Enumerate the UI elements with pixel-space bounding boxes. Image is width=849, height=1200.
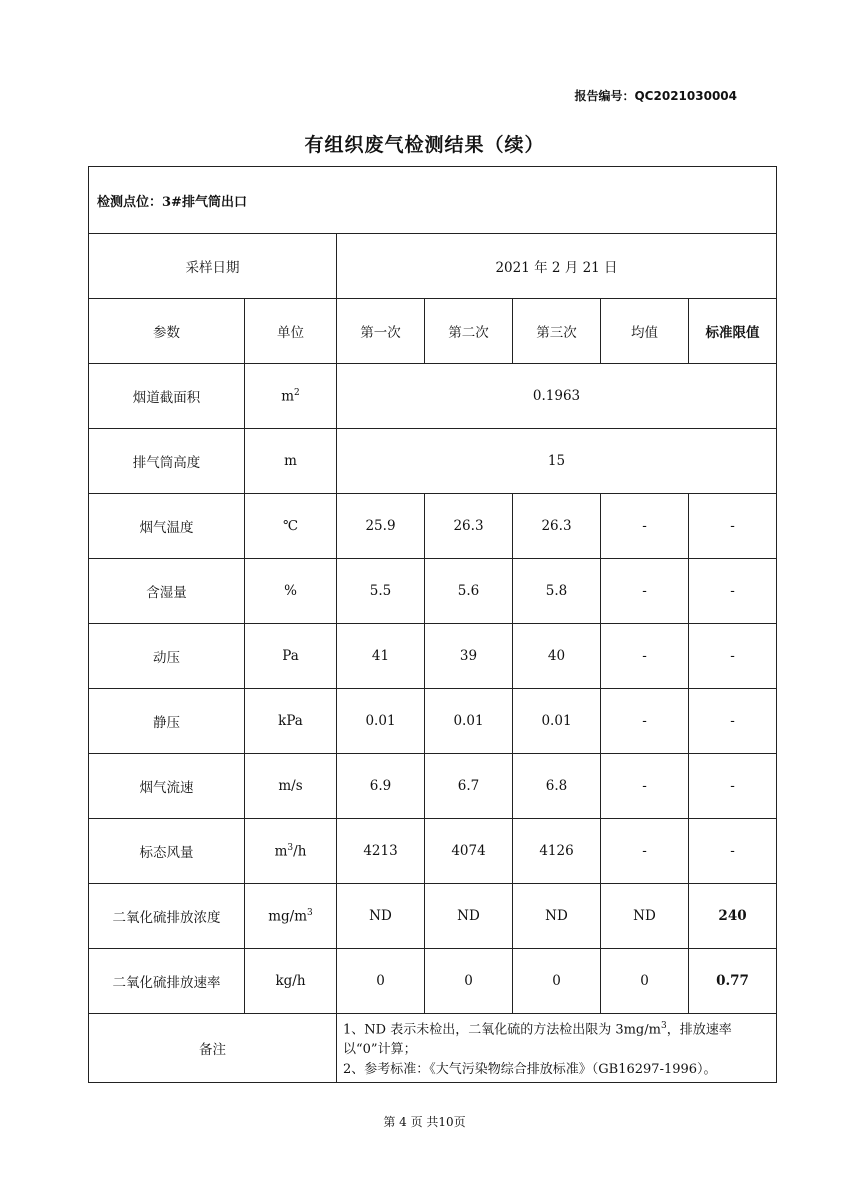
value-cell: 40: [513, 624, 601, 689]
date-row: [89, 234, 777, 299]
date-value: 2021 年 2 月 21 日: [337, 234, 777, 299]
unit-cell: ℃: [245, 494, 337, 559]
merged-value-cell: 15: [337, 429, 777, 494]
param-cell: 标态风量: [89, 819, 245, 884]
location-row: [89, 167, 777, 234]
value-cell: 6.7: [425, 754, 513, 819]
value-cell: ND: [425, 884, 513, 949]
value-cell: 25.9: [337, 494, 425, 559]
table-row: [89, 429, 777, 494]
value-cell: ND: [513, 884, 601, 949]
remark-row: [89, 1014, 777, 1083]
unit-sup: 2: [294, 387, 300, 398]
value-cell: 39: [425, 624, 513, 689]
param-cell: 静压: [89, 689, 245, 754]
value-cell: 26.3: [513, 494, 601, 559]
table-row: [89, 754, 777, 819]
param-cell: 动压: [89, 624, 245, 689]
value-cell: 26.3: [425, 494, 513, 559]
remark-line-2: 2、参考标准：《大气污染物综合排放标准》（GB16297-1996）。: [343, 1062, 717, 1078]
header-unit: 单位: [245, 299, 337, 364]
limit-cell: -: [689, 494, 777, 559]
avg-cell: -: [601, 494, 689, 559]
table-row: [89, 494, 777, 559]
location-label: 检测点位：3#排气筒出口: [89, 167, 777, 234]
table-row: [89, 559, 777, 624]
header-second: 第二次: [425, 299, 513, 364]
table-row: [89, 884, 777, 949]
table-row: [89, 819, 777, 884]
unit-cell: m: [245, 429, 337, 494]
unit-tail: /h: [293, 843, 307, 860]
avg-cell: ND: [601, 884, 689, 949]
param-cell: 烟道截面积: [89, 364, 245, 429]
param-cell: 排气筒高度: [89, 429, 245, 494]
unit-sup: 3: [307, 907, 313, 918]
value-cell: 0.01: [513, 689, 601, 754]
unit-cell: [245, 364, 337, 429]
unit-base: m: [281, 388, 295, 405]
limit-cell: 0.77: [689, 949, 777, 1014]
value-cell: 0: [337, 949, 425, 1014]
value-cell: 6.8: [513, 754, 601, 819]
page-title: 有组织废气检测结果（续）: [304, 134, 545, 156]
limit-cell: -: [689, 819, 777, 884]
avg-cell: -: [601, 754, 689, 819]
header-row: [89, 299, 777, 364]
unit-base: m: [274, 843, 288, 860]
remark-label: 备注: [89, 1014, 337, 1083]
value-cell: 6.9: [337, 754, 425, 819]
header-limit: 标准限值: [689, 299, 777, 364]
remark-text: [337, 1014, 777, 1083]
param-cell: 二氧化硫排放浓度: [89, 884, 245, 949]
limit-cell: -: [689, 559, 777, 624]
value-cell: 0: [425, 949, 513, 1014]
value-cell: 5.8: [513, 559, 601, 624]
table-row: [89, 949, 777, 1014]
header-third: 第三次: [513, 299, 601, 364]
avg-cell: -: [601, 559, 689, 624]
unit-base: mg/m: [268, 908, 308, 925]
limit-cell: 240: [689, 884, 777, 949]
header-avg: 均值: [601, 299, 689, 364]
value-cell: 4126: [513, 819, 601, 884]
remark-line-1-a: 1、ND 表示未检出，二氧化硫的方法检出限为 3mg/m: [343, 1022, 661, 1038]
unit-cell: kPa: [245, 689, 337, 754]
unit-sup: 3: [287, 842, 294, 853]
value-cell: ND: [337, 884, 425, 949]
limit-cell: -: [689, 689, 777, 754]
unit-cell: [245, 819, 337, 884]
unit-cell: m/s: [245, 754, 337, 819]
avg-cell: 0: [601, 949, 689, 1014]
param-cell: 含湿量: [89, 559, 245, 624]
limit-cell: -: [689, 754, 777, 819]
avg-cell: -: [601, 624, 689, 689]
page-footer: 第 4 页 共10页: [383, 1115, 466, 1129]
header-first: 第一次: [337, 299, 425, 364]
value-cell: 5.6: [425, 559, 513, 624]
value-cell: 0.01: [425, 689, 513, 754]
limit-cell: -: [689, 624, 777, 689]
avg-cell: -: [601, 689, 689, 754]
table-row: [89, 624, 777, 689]
header-param: 参数: [89, 299, 245, 364]
value-cell: 41: [337, 624, 425, 689]
unit-cell: kg/h: [245, 949, 337, 1014]
param-cell: 二氧化硫排放速率: [89, 949, 245, 1014]
remark-line-1-sup: 3: [660, 1021, 667, 1031]
value-cell: 5.5: [337, 559, 425, 624]
report-number: 报告编号：QC2021030004: [574, 89, 737, 103]
unit-cell: %: [245, 559, 337, 624]
unit-cell: [245, 884, 337, 949]
table-row: [89, 364, 777, 429]
remark-line-1-b: ，排放速率以“0”计算；: [343, 1022, 732, 1058]
value-cell: 4213: [337, 819, 425, 884]
value-cell: 0: [513, 949, 601, 1014]
results-table: [88, 166, 777, 1083]
value-cell: 4074: [425, 819, 513, 884]
param-cell: 烟气流速: [89, 754, 245, 819]
remark-line-1: [343, 1016, 770, 1060]
value-cell: 0.01: [337, 689, 425, 754]
date-label: 采样日期: [89, 234, 337, 299]
merged-value-cell: 0.1963: [337, 364, 777, 429]
param-cell: 烟气温度: [89, 494, 245, 559]
unit-cell: Pa: [245, 624, 337, 689]
avg-cell: -: [601, 819, 689, 884]
table-row: [89, 689, 777, 754]
